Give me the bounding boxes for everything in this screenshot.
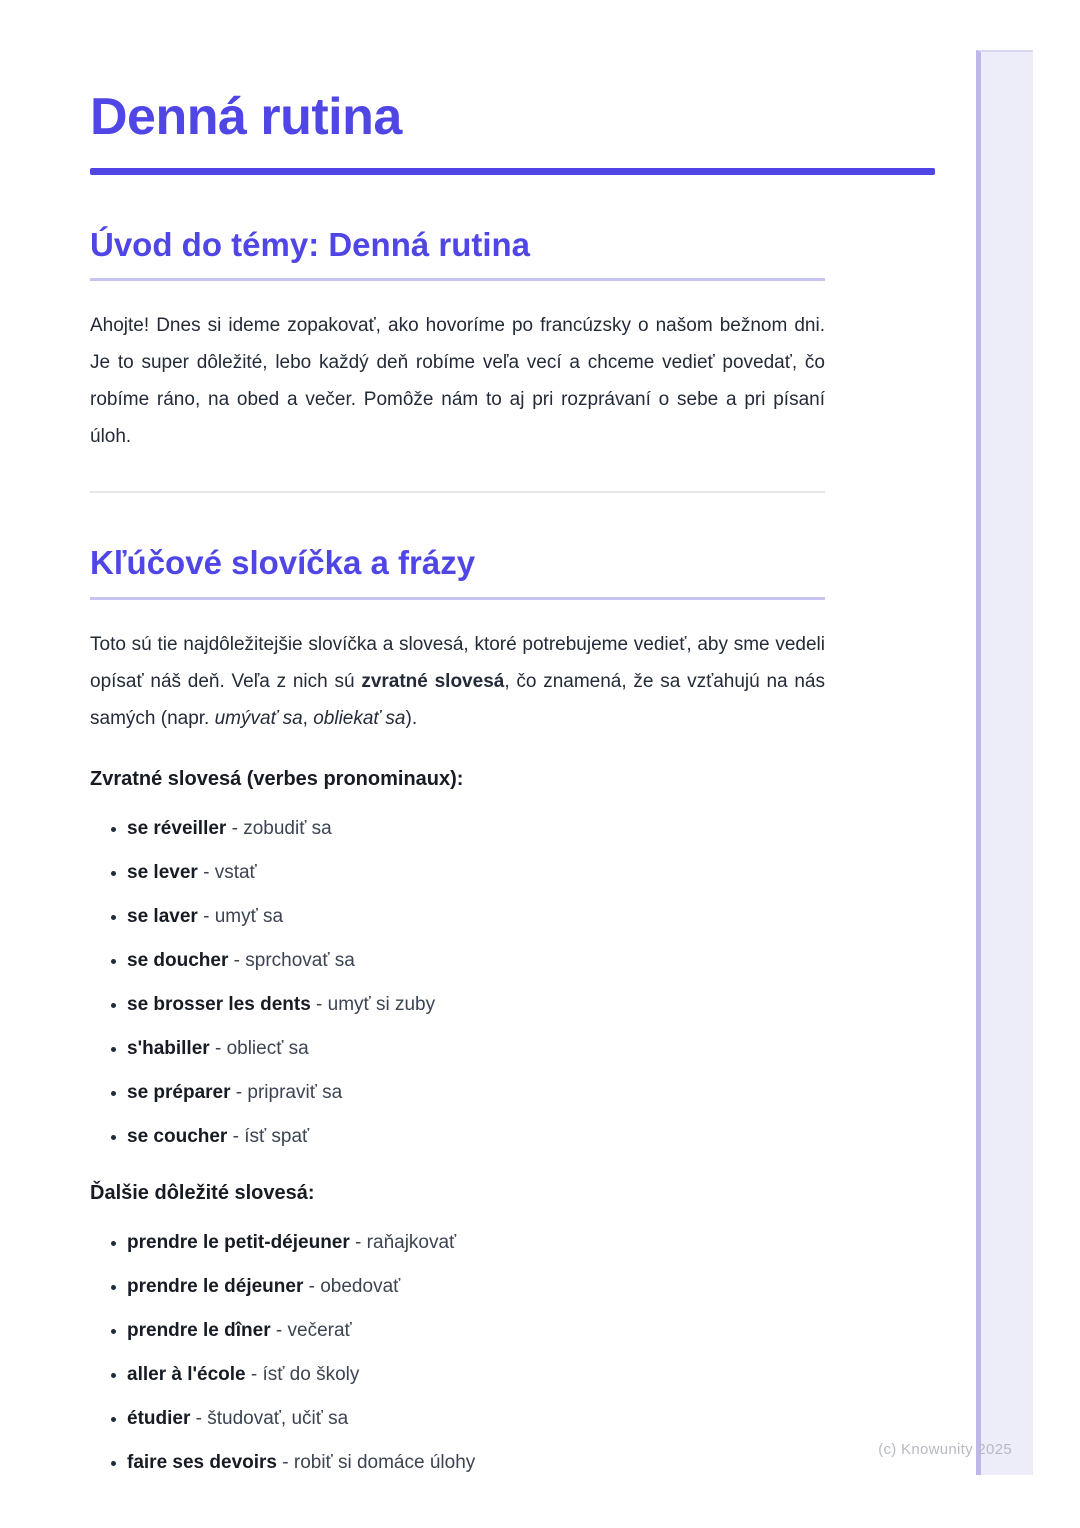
list-item [127, 815, 825, 843]
vocab-translation: obliecť sa [226, 1037, 309, 1059]
list-item [127, 859, 825, 887]
page-title: Denná rutina [90, 88, 402, 146]
vocab-term: se coucher [127, 1125, 228, 1147]
list-item [127, 991, 825, 1019]
vocab-translation: raňajkovať [366, 1231, 457, 1253]
vocab-translation: robiť si domáce úlohy [293, 1451, 476, 1473]
list-item [127, 1079, 825, 1107]
vocab-intro-text: ). [405, 707, 418, 729]
vocab-separator: - [310, 993, 328, 1015]
vocab-translation: sprchovať sa [245, 949, 355, 971]
vocab-intro-example: umývať sa [214, 707, 303, 729]
subheading-other-verbs: Ďalšie dôležité slovesá: [90, 1181, 315, 1204]
reflexive-verbs-list [90, 815, 825, 1151]
other-verbs-list [90, 1229, 825, 1477]
vocab-term: se réveiller [127, 817, 227, 839]
vocab-translation: umyť sa [214, 905, 284, 927]
document-page [90, 0, 825, 1493]
section-heading-vocab: Kľúčové slovíčka a frázy [90, 543, 825, 600]
watermark: (c) Knowunity 2025 [878, 1441, 1012, 1458]
vocab-term: se lever [127, 861, 198, 883]
side-accent-bar [976, 50, 1033, 1475]
section-heading-intro: Úvod do témy: Denná rutina [90, 225, 825, 282]
intro-paragraph: Ahojte! Dnes si ideme zopakovať, ako hovoríme po francúzsky o našom bežnom dni. Je to super dôležité, lebo každý deň robíme veľa vecí a chceme vedieť povedať, čo robíme ráno, na obed a večer. Pomôže nám to aj pri rozprávaní o sebe a pri písaní úloh. [90, 315, 825, 448]
vocab-intro-paragraph [90, 626, 825, 737]
vocab-term: prendre le déjeuner [127, 1275, 304, 1297]
vocab-term: aller à l'école [127, 1363, 246, 1385]
vocab-translation: zobudiť sa [243, 817, 332, 839]
vocab-intro-example: obliekať sa [313, 707, 406, 729]
vocab-term: prendre le petit-déjeuner [127, 1231, 350, 1253]
list-item [127, 903, 825, 931]
vocab-separator: - [209, 1037, 227, 1059]
title-rule [90, 168, 935, 175]
vocab-translation: obedovať [320, 1275, 401, 1297]
vocab-separator: - [230, 1081, 248, 1103]
vocab-translation: vstať [214, 861, 257, 883]
vocab-intro-text: , čo znamená, že sa vzťahujú na nás samých (napr. [90, 670, 825, 729]
vocab-term: faire ses devoirs [127, 1451, 277, 1473]
vocab-separator: - [303, 1275, 321, 1297]
vocab-translation: pripraviť sa [247, 1081, 343, 1103]
list-item [127, 1361, 825, 1389]
vocab-term: se préparer [127, 1081, 231, 1103]
vocab-translation: večerať [287, 1319, 352, 1341]
section-divider [90, 491, 825, 493]
vocab-separator: - [349, 1231, 367, 1253]
vocab-translation: ísť do školy [262, 1363, 360, 1385]
vocab-separator: - [228, 949, 246, 971]
vocab-separator: - [270, 1319, 288, 1341]
vocab-translation: ísť spať [244, 1125, 310, 1147]
vocab-translation: umyť si zuby [327, 993, 436, 1015]
list-item [127, 1405, 825, 1433]
vocab-separator: - [226, 817, 244, 839]
vocab-term: s'habiller [127, 1037, 210, 1059]
list-item [127, 1449, 825, 1477]
list-item [127, 1317, 825, 1345]
list-item [127, 1229, 825, 1257]
vocab-intro-bold: zvratné slovesá [361, 670, 505, 692]
vocab-separator: - [276, 1451, 294, 1473]
vocab-term: prendre le dîner [127, 1319, 271, 1341]
vocab-separator: - [197, 905, 215, 927]
vocab-separator: - [190, 1407, 208, 1429]
vocab-intro-text: , [302, 707, 314, 729]
list-item [127, 947, 825, 975]
subheading-reflexive-verbs: Zvratné slovesá (verbes pronominaux): [90, 767, 464, 790]
list-item [127, 1273, 825, 1301]
list-item [127, 1123, 825, 1151]
vocab-term: se laver [127, 905, 198, 927]
vocab-term: se brosser les dents [127, 993, 311, 1015]
vocab-separator: - [245, 1363, 263, 1385]
vocab-separator: - [227, 1125, 245, 1147]
vocab-separator: - [197, 861, 215, 883]
list-item [127, 1035, 825, 1063]
vocab-translation: študovať, učiť sa [207, 1407, 349, 1429]
vocab-term: se doucher [127, 949, 229, 971]
vocab-intro-text: Toto sú tie najdôležitejšie slovíčka a slovesá, ktoré potrebujeme vedieť, aby sme vedeli opísať náš deň. Veľa z nich sú [90, 633, 825, 692]
vocab-term: étudier [127, 1407, 191, 1429]
